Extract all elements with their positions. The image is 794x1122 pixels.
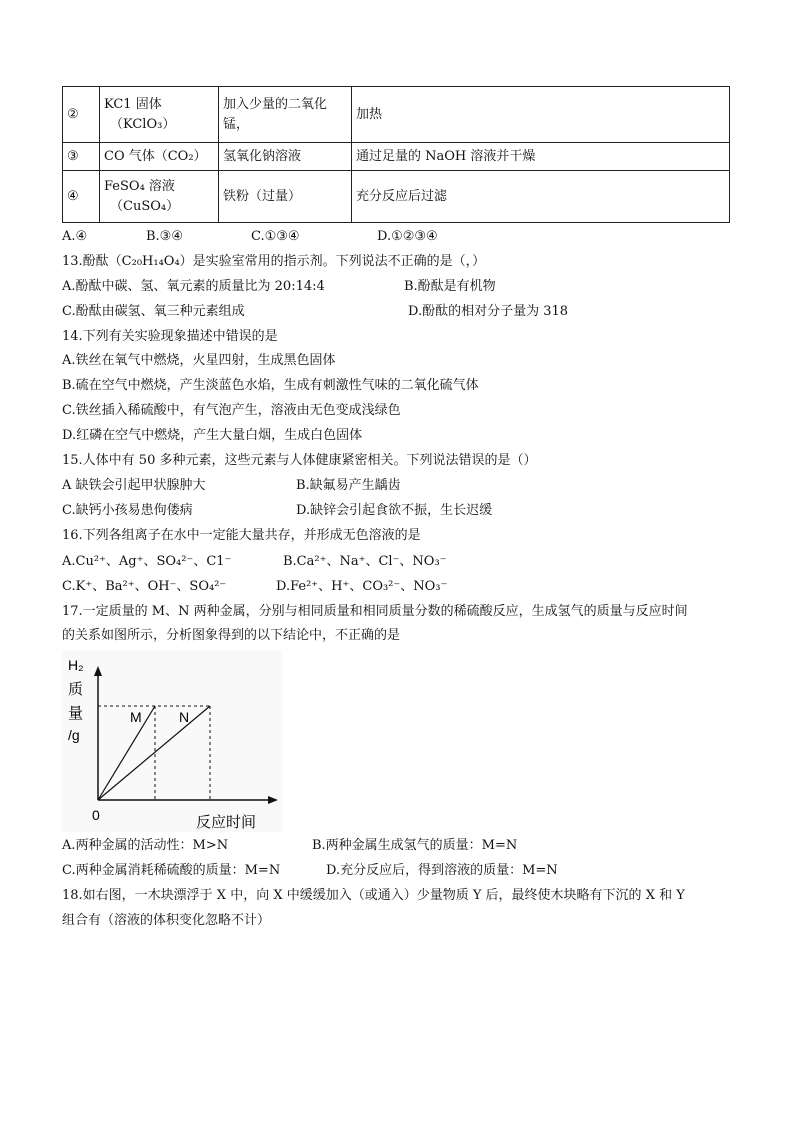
q12-option-b: B.③④	[146, 229, 183, 244]
q18-stem-line1: 18.如右图，一木块漂浮于 X 中，向 X 中缓缓加入（或通入）少量物质 Y 后，最终使木块略有下沉的 X 和 Y	[62, 888, 685, 903]
q15-option-d: D.缺锌会引起食欲不振，生长迟缓	[296, 503, 493, 518]
x-label: 反应时间	[196, 814, 257, 831]
impurity-name: （KClO₃）	[110, 116, 176, 132]
q12-option-a: A.④	[62, 229, 88, 244]
q16-stem: 16.下列各组离子在水中一定能大量共存，并形成无色溶液的是	[62, 528, 421, 543]
q15-option-b: B.缺氟易产生龋齿	[296, 478, 401, 493]
row-number: ②	[63, 87, 100, 143]
q17-stem-line1: 17.一定质量的 M、N 两种金属，分别与相同质量和相同质量分数的稀硫酸反应，生成氢气的质量与反应时间	[62, 604, 688, 619]
reagent-cell	[219, 87, 352, 143]
substance-cell: CO 气体（CO₂）	[100, 143, 219, 171]
method-cell: 充分反应后过滤	[352, 171, 730, 223]
q15-option-c: C.缺钙小孩易患佝偻病	[62, 503, 193, 518]
q13-option-b: B.酚酞是有机物	[404, 279, 496, 294]
substance-cell	[100, 171, 219, 223]
q14-option-b: B.硫在空气中燃烧，产生淡蓝色水焰，生成有刺激性气味的二氧化硫气体	[62, 378, 479, 393]
row-number: ③	[63, 143, 100, 171]
series-n-label: N	[179, 709, 190, 725]
q14-option-d: D.红磷在空气中燃烧，产生大量白烟，生成白色固体	[62, 428, 363, 443]
hydrogen-mass-graph	[62, 650, 282, 832]
q16-option-d: D.Fe²⁺、H⁺、CO₃²⁻、NO₃⁻	[276, 579, 448, 594]
row-number: ④	[63, 171, 100, 223]
q17-option-c: C.两种金属消耗稀硫酸的质量：M=N	[62, 863, 281, 878]
origin-label: 0	[92, 807, 100, 823]
q13-option-c: C.酚酞由碳氢、氧三种元素组成	[62, 304, 245, 319]
graph-svg	[62, 650, 282, 832]
table-row	[63, 87, 730, 143]
q15-stem: 15.人体中有 50 多种元素，这些元素与人体健康紧密相关。下列说法错误的是（）	[62, 453, 537, 468]
series-m-label: M	[130, 709, 142, 725]
q13-option-d: D.酚酞的相对分子量为 318	[408, 304, 569, 319]
q17-stem-line2: 的关系如图所示，分析图象得到的以下结论中，不正确的是	[62, 628, 401, 643]
q16-option-a: A.Cu²⁺、Ag⁺、SO₄²⁻、C1⁻	[62, 554, 232, 569]
graph-background	[62, 650, 282, 832]
q14-option-c: C.铁丝插入稀硫酸中，有气泡产生，溶液由无色变成浅绿色	[62, 403, 401, 418]
table-row	[63, 171, 730, 223]
q14-option-a: A.铁丝在氧气中燃烧，火星四射，生成黑色固体	[62, 353, 336, 368]
q14-stem: 14.下列有关实验现象描述中错误的是	[62, 329, 278, 344]
reagent-text: 加入少量的二氧化	[223, 96, 328, 112]
q17-option-b: B.两种金属生成氢气的质量：M=N	[312, 838, 518, 853]
experiment-table	[62, 86, 730, 223]
q17-option-a: A.两种金属的活动性：M>N	[62, 838, 229, 853]
q15-option-a: A 缺铁会引起甲状腺肿大	[62, 478, 206, 493]
impurity-name: （CuSO₄）	[110, 198, 180, 214]
method-cell: 加热	[352, 87, 730, 143]
method-cell: 通过足量的 NaOH 溶液并干燥	[352, 143, 730, 171]
q12-option-c: C.①③④	[251, 229, 300, 244]
reagent-cell: 铁粉（过量）	[219, 171, 352, 223]
y-label-liang: 量	[68, 705, 84, 722]
q13-option-a: A.酚酞中碳、氢、氧元素的质量比为 20:14:4	[62, 279, 325, 294]
y-label-zhi: 质	[68, 681, 84, 698]
q12-option-d: D.①②③④	[377, 229, 438, 244]
reagent-text-cont: 锰，	[223, 116, 250, 132]
substance-name: KC1 固体	[104, 96, 162, 112]
y-label-unit: /g	[68, 727, 80, 743]
q16-option-b: B.Ca²⁺、Na⁺、Cl⁻、NO₃⁻	[283, 554, 447, 569]
reagent-cell: 氢氧化钠溶液	[219, 143, 352, 171]
q16-option-c: C.K⁺、Ba²⁺、OH⁻、SO₄²⁻	[62, 579, 227, 594]
y-label-h2: H₂	[68, 657, 84, 673]
q18-stem-line2: 组合有（溶液的体积变化忽略不计）	[62, 913, 271, 928]
substance-cell	[100, 87, 219, 143]
q17-option-d: D.充分反应后，得到溶液的质量：M=N	[326, 863, 558, 878]
table-row	[63, 143, 730, 171]
q13-stem: 13.酚酞（C₂₀H₁₄O₄）是实验室常用的指示剂。下列说法不正确的是（，）	[62, 254, 486, 269]
substance-name: FeSO₄ 溶液	[104, 178, 175, 194]
